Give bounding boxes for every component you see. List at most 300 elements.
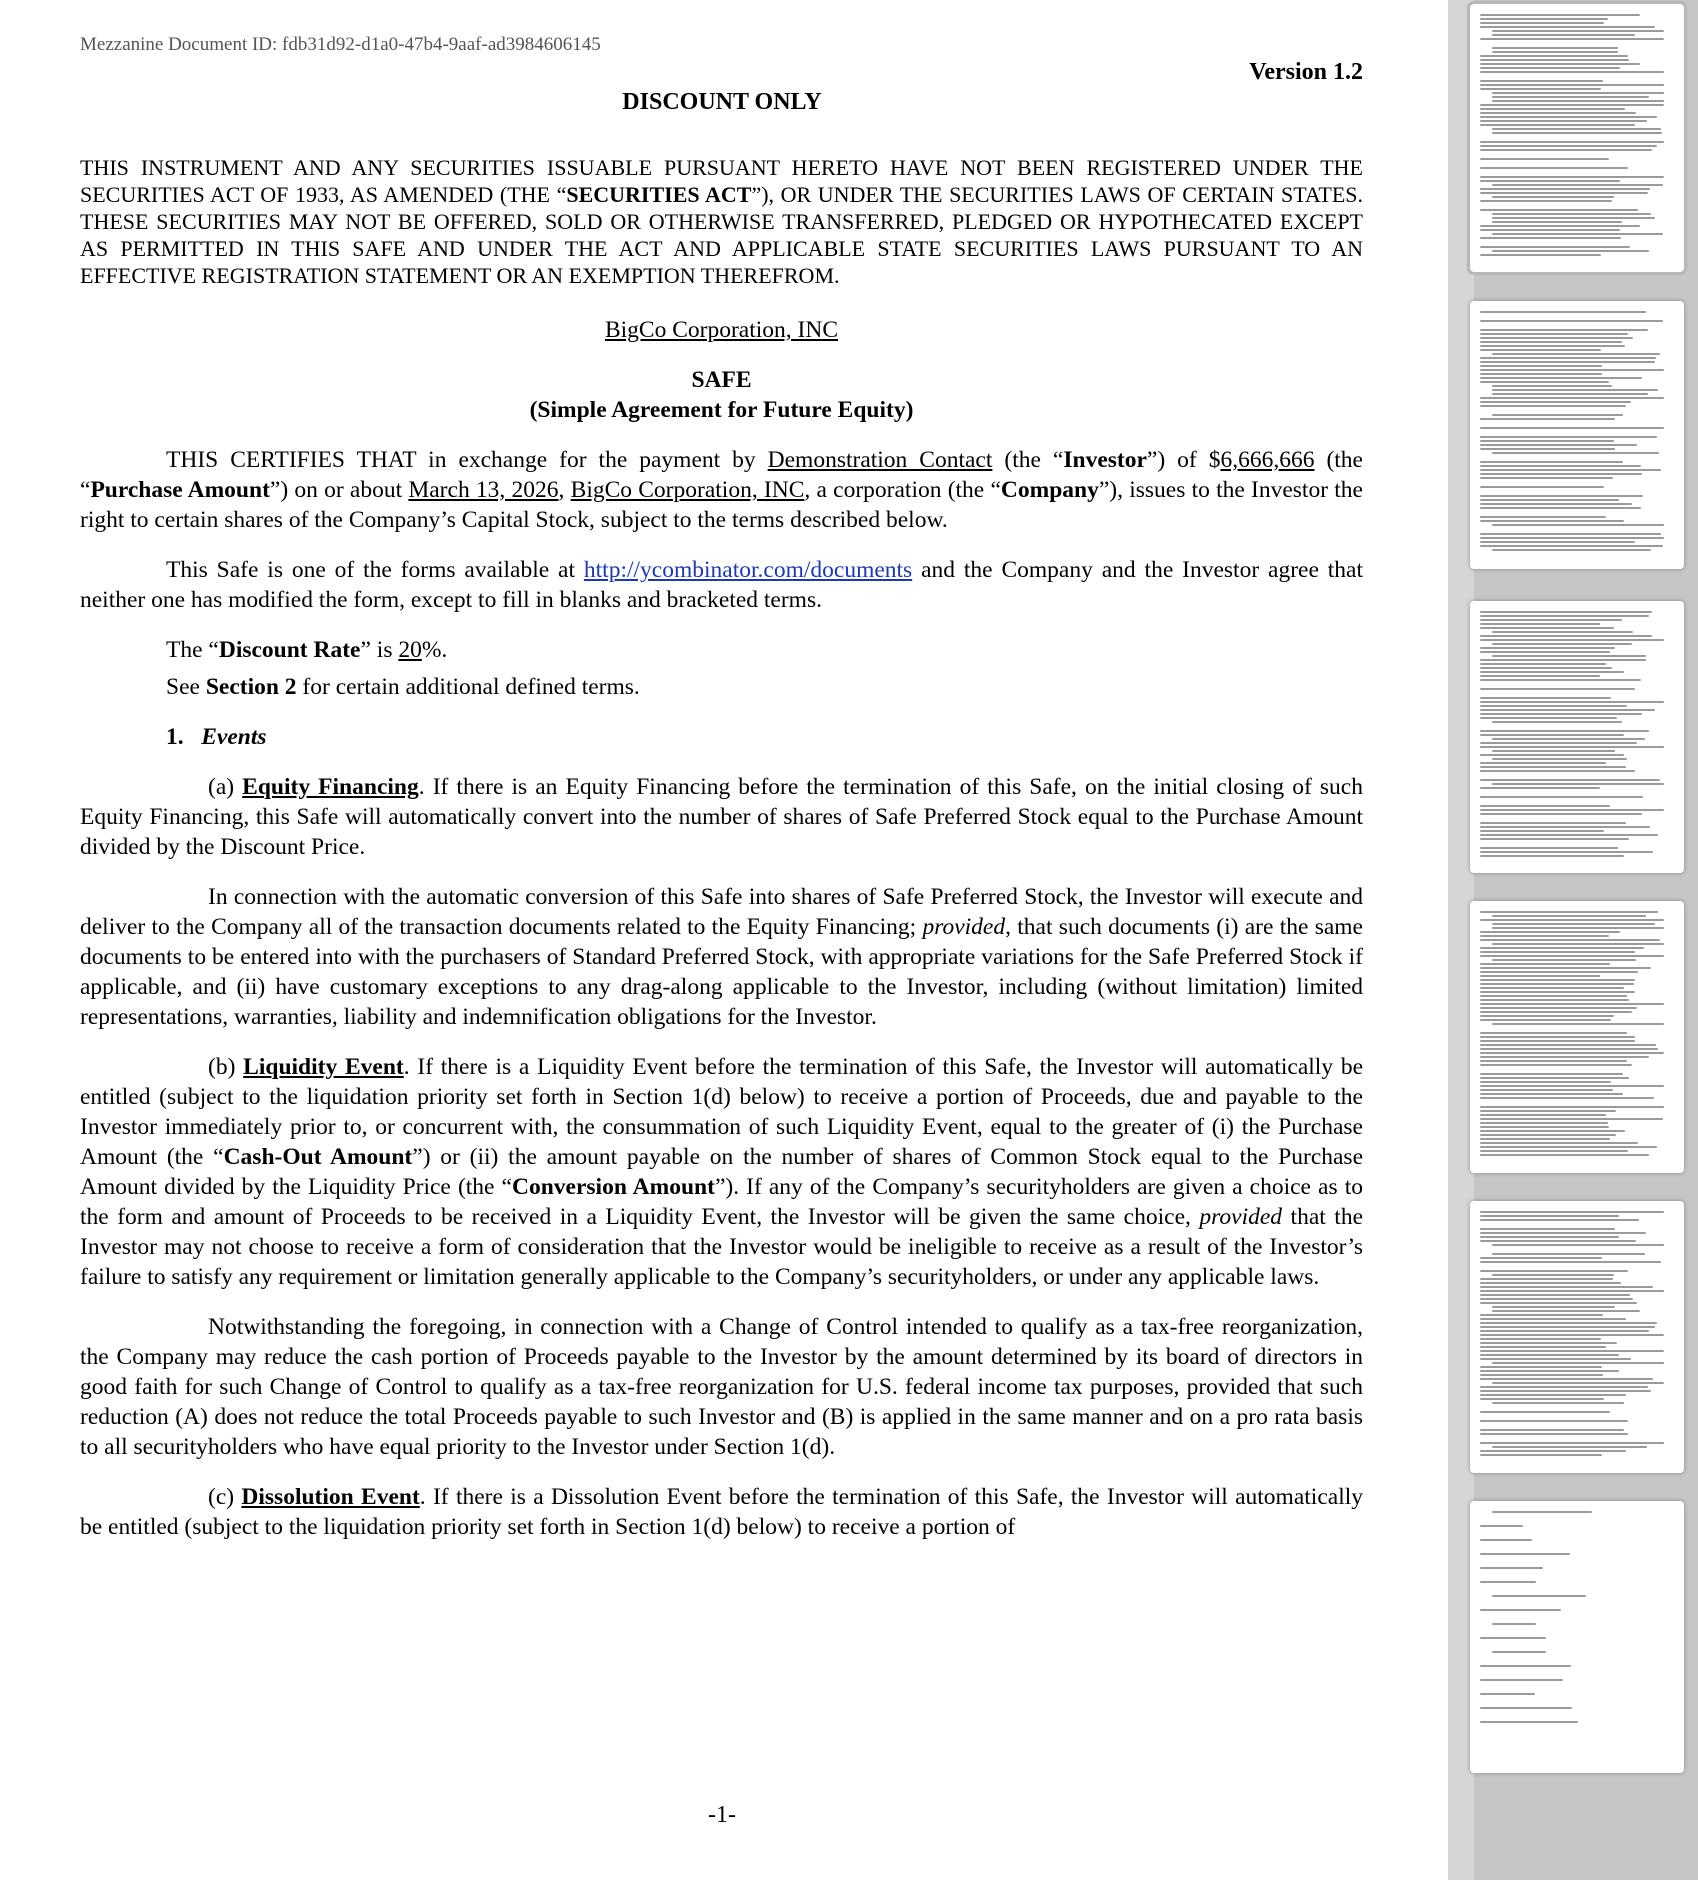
thumbnail-text-line [1480, 1693, 1535, 1695]
defined-term: Company [1000, 477, 1099, 503]
thumbnail-text-line [1480, 805, 1610, 807]
thumbnail-text-line [1480, 1334, 1664, 1336]
thumbnail-text-line [1480, 246, 1630, 248]
thumbnail-text-line [1480, 365, 1602, 367]
thumbnail-text-line [1480, 1106, 1664, 1108]
thumbnail-text-line [1480, 541, 1635, 543]
thumbnail-text-line [1480, 838, 1629, 840]
paragraph-1a [80, 772, 1363, 862]
thumbnail-text-line [1480, 1366, 1602, 1368]
text: ”). If any of the Company’s securityholders are given a choice as to the form and amount of Proceeds to be received in a Liquidity Event, the Investor will be given the same choice, [80, 1174, 1363, 1230]
thumbnail-text-line [1480, 1118, 1663, 1120]
thumbnail-text-line [1492, 631, 1633, 633]
thumbnail-text-line [1492, 927, 1664, 929]
thumbnail-text-line [1480, 955, 1664, 957]
thumbnail-text-line [1480, 762, 1606, 764]
thumbnail-text-line [1480, 796, 1643, 798]
thumbnail-text-line [1480, 329, 1648, 331]
thumbnail-text-line [1480, 623, 1600, 625]
thumbnail-text-line [1480, 1097, 1654, 1099]
thumbnail-text-line [1492, 1651, 1546, 1653]
thumbnail-text-line [1492, 655, 1646, 657]
text: In connection with the automatic conversion of this Safe into shares of Safe Preferred Stock, the Investor will execute and deliver to the Company all of the transaction documents related to the Equity Financing; [80, 884, 1363, 940]
thumbnail-text-line [1480, 112, 1636, 114]
thumbnail-text-line [1492, 1623, 1536, 1625]
discount-rate-value: 20 [398, 637, 422, 663]
thumbnail-text-line [1480, 1215, 1619, 1217]
thumbnail-text-line [1480, 116, 1657, 118]
page-number: -1- [708, 1802, 736, 1828]
thumbnail-text-line [1480, 939, 1660, 941]
thumbnail-text-line [1480, 1056, 1649, 1058]
text: and the Company and the Investor agree that neither one has modified the form, except to fill in blanks and bracketed terms. [80, 557, 1363, 613]
thumbnail-text-line [1480, 963, 1610, 965]
thumbnail-text-line [1480, 1390, 1651, 1392]
thumbnail-text-line [1480, 1342, 1617, 1344]
thumbnail-text-line [1480, 1553, 1570, 1555]
thumbnail-text-line [1480, 1261, 1661, 1263]
thumbnail-text-line [1480, 1044, 1656, 1046]
subsection-heading: Equity Financing [242, 774, 419, 800]
thumbnail-text-line [1480, 1429, 1624, 1431]
see-section-line [80, 672, 1363, 702]
thumbnail-text-line [1492, 524, 1664, 526]
thumbnail-text-line [1480, 1064, 1632, 1066]
thumbnail-text-line [1480, 145, 1657, 147]
thumbnail-text-line [1480, 627, 1614, 629]
thumbnail-text-line [1480, 1290, 1664, 1292]
thumbnail-text-line [1480, 545, 1663, 547]
thumbnail-text-line [1480, 813, 1642, 815]
text: ”) on or about [269, 477, 409, 503]
thumbnail-text-line [1480, 615, 1649, 617]
text: (a) [208, 774, 243, 800]
thumbnail-text-line [1480, 444, 1637, 446]
defined-term: Discount Rate [218, 637, 361, 663]
thumbnail-text-line [1480, 1003, 1664, 1005]
thumbnail-text-line [1492, 92, 1664, 94]
thumbnail-text-line [1480, 1150, 1628, 1152]
thumbnail-text-line [1480, 1077, 1629, 1079]
thumbnail-text-line [1492, 1362, 1664, 1364]
thumbnail-text-line [1480, 1138, 1610, 1140]
thumbnail-text-line [1480, 1525, 1523, 1527]
subsection-heading: Dissolution Event [241, 1484, 420, 1510]
page-thumbnail[interactable] [1470, 901, 1684, 1173]
thumbnail-text-line [1480, 1411, 1610, 1413]
thumbnail-text-line [1480, 537, 1664, 539]
thumbnail-text-line [1492, 132, 1662, 134]
thumbnail-text-line [1480, 104, 1664, 106]
thumbnail-text-line [1492, 721, 1622, 723]
italic-text: provided [922, 914, 1006, 940]
thumbnail-text-line [1480, 766, 1626, 768]
thumbnail-text-line [1480, 520, 1624, 522]
thumbnail-text-line [1480, 63, 1640, 65]
thumbnail-text-line [1480, 822, 1626, 824]
thumbnail-text-line [1480, 124, 1635, 126]
thumbnail-text-line [1480, 1374, 1603, 1376]
thumbnail-text-line [1480, 1346, 1606, 1348]
thumbnail-text-line [1480, 967, 1651, 969]
thumbnail-text-line [1492, 959, 1636, 961]
thumbnail-text-line [1480, 1707, 1572, 1709]
thumbnail-text-line [1480, 809, 1664, 811]
thumbnail-text-line [1480, 1081, 1611, 1083]
thumbnail-text-line [1480, 80, 1603, 82]
thumbnail-text-line [1480, 237, 1621, 239]
securities-legend [80, 154, 1363, 289]
thumbnail-text-line [1480, 1442, 1664, 1444]
thumbnail-text-line [1480, 1609, 1561, 1611]
subsection-heading: Liquidity Event [243, 1054, 404, 1080]
thumbnail-text-line [1480, 713, 1642, 715]
thumbnail-text-line [1480, 667, 1612, 669]
thumbnail-text-line [1480, 38, 1664, 40]
thumbnail-text-line [1480, 473, 1642, 475]
thumbnail-text-line [1492, 221, 1622, 223]
thumbnail-text-line [1480, 349, 1601, 351]
thumbnail-text-line [1492, 915, 1646, 917]
thumbnail-text-line [1480, 18, 1608, 20]
thumbnail-text-line [1480, 401, 1631, 403]
thumbnail-text-line [1480, 663, 1606, 665]
thumbnail-text-line [1480, 1060, 1627, 1062]
defined-term: Purchase Amount [90, 477, 270, 503]
thumbnail-text-line [1480, 108, 1625, 110]
thumbnail-text-line [1480, 675, 1600, 677]
thumbnail-text-line [1480, 88, 1601, 90]
thumbnail-text-line [1480, 619, 1622, 621]
thumbnail-text-line [1480, 1394, 1626, 1396]
thumbnail-text-line [1480, 465, 1641, 467]
company-name: BigCo Corporation, INC [604, 317, 839, 343]
thumbnail-text-line [1480, 176, 1664, 178]
legend-text-2: ”), OR UNDER THE SECURITIES LAWS OF CERTAIN STATES. THESE SECURITIES MAY NOT BE OFFERED, SOLD OR OTHERWISE TRANSFERRED, PLEDGED OR HYPOTHECATED EXCEPT AS PERMITTED IN THIS SAFE AND UNDER THE ACT AND APPLICABLE STATE SECURITIES LAWS PURSUANT TO AN EFFECTIVE REGISTRATION STATEMENT OR AN EXEMPTION THEREFROM. [80, 182, 1363, 288]
header-title: DISCOUNT ONLY [622, 89, 822, 115]
thumbnail-text-line [1480, 709, 1655, 711]
thumbnail-text-line [1480, 1015, 1614, 1017]
page-thumbnail[interactable] [1470, 1201, 1684, 1473]
forms-paragraph [80, 555, 1363, 615]
thumbnail-text-line [1492, 758, 1627, 760]
thumbnail-text-line [1480, 1338, 1601, 1340]
thumbnail-text-line [1492, 393, 1648, 395]
thumbnail-text-line [1480, 1032, 1627, 1034]
text: THIS CERTIFIES THAT in exchange for the payment by [166, 447, 768, 473]
company-name-inline: BigCo Corporation, INC [570, 477, 805, 503]
purchase-amount-value: 6,666,666 [1220, 447, 1315, 473]
thumbnail-text-line [1480, 1130, 1625, 1132]
thumbnail-text-line [1492, 750, 1615, 752]
thumbnail-text-line [1480, 697, 1611, 699]
thumbnail-text-line [1492, 1446, 1647, 1448]
section-title: Events [201, 724, 267, 750]
thumbnail-text-line [1492, 783, 1664, 785]
thumbnail-text-line [1492, 233, 1663, 235]
paragraph-1b [80, 1052, 1363, 1292]
thumbnail-text-line [1492, 47, 1618, 49]
thumbnail-text-line [1492, 184, 1663, 186]
thumbnail-text-line [1480, 1073, 1623, 1075]
text: ” is [360, 637, 399, 663]
page-thumbnail[interactable] [1470, 301, 1684, 569]
thumbnail-text-line [1480, 1036, 1635, 1038]
page-thumbnail[interactable] [1470, 1501, 1684, 1773]
thumbnail-text-line [1480, 55, 1628, 57]
thumbnail-text-line [1480, 1011, 1632, 1013]
thumbnail-text-line [1480, 1282, 1621, 1284]
thumbnail-text-line [1480, 1134, 1616, 1136]
thumbnail-text-line [1480, 1330, 1649, 1332]
thumbnail-text-line [1492, 250, 1649, 252]
thumbnail-text-line [1480, 461, 1623, 463]
thumbnail-text-line [1480, 847, 1618, 849]
thumbnail-text-line [1480, 931, 1620, 933]
thumbnail-text-line [1480, 688, 1635, 690]
defined-term: Conversion Amount [512, 1174, 715, 1200]
thumbnail-text-line [1480, 730, 1649, 732]
thumbnail-text-line [1480, 357, 1656, 359]
thumbnail-text-line [1492, 452, 1659, 454]
thumbnail-text-line [1480, 1019, 1611, 1021]
thumbnail-text-line [1480, 158, 1609, 160]
thumbnail-text-line [1480, 254, 1601, 256]
thumbnail-text-line [1480, 671, 1624, 673]
thumbnail-text-line [1480, 659, 1646, 661]
thumbnail-text-line [1480, 983, 1634, 985]
thumbnail-text-line [1492, 100, 1664, 102]
defined-term: Investor [1063, 447, 1147, 473]
text: . If there is a Dissolution Event before the termination of this Safe, the Investor will automatically be entitled (subject to the liquidation priority set forth in Section 1(d) below) to receive a portion of [80, 1484, 1363, 1540]
thumbnail-text-line [1480, 167, 1628, 169]
company-heading [80, 315, 1363, 345]
thumbnail-text-line [1492, 1310, 1640, 1312]
thumbnail-text-line [1480, 1302, 1637, 1304]
thumbnail-text-line [1480, 1350, 1664, 1352]
text: ”) of $ [1146, 447, 1221, 473]
thumbnail-text-line [1480, 486, 1604, 488]
thumbnail-text-line [1480, 971, 1638, 973]
thumbnail-text-line [1480, 1114, 1606, 1116]
thumbnail-text-line [1480, 1270, 1628, 1272]
thumbnail-text-line [1480, 1539, 1532, 1541]
thumbnail-text-line [1492, 353, 1660, 355]
thumbnail-text-line [1480, 1567, 1543, 1569]
thumbnail-text-line [1480, 337, 1633, 339]
thumbnail-text-line [1480, 341, 1622, 343]
thumbnail-text-line [1480, 369, 1664, 371]
document-id: Mezzanine Document ID: fdb31d92-d1a0-47b4-9aaf-ad3984606145 [80, 34, 601, 55]
thumbnail-text-line [1480, 742, 1637, 744]
thumbnail-text-line [1480, 1318, 1626, 1320]
thumbnail-text-line [1480, 229, 1620, 231]
thumbnail-text-line [1480, 999, 1629, 1001]
text: ”), issues to the Investor the right to certain shares of the Company’s Capital Stock, subject to the terms described below. [80, 477, 1363, 533]
thumbnail-text-line [1480, 1040, 1635, 1042]
text: for certain additional defined terms. [296, 674, 640, 700]
thumbnail-text-line [1492, 1595, 1586, 1597]
page-thumbnail[interactable] [1470, 4, 1684, 272]
thumbnail-text-line [1480, 1420, 1628, 1422]
thumbnail-text-line [1480, 1286, 1653, 1288]
thumbnail-text-line [1480, 1219, 1639, 1221]
thumbnail-text-line [1480, 947, 1644, 949]
thumbnail-text-line [1480, 503, 1632, 505]
thumbnail-text-line [1480, 1278, 1613, 1280]
thumbnail-text-line [1480, 361, 1655, 363]
thumbnail-text-line [1480, 1294, 1630, 1296]
thumbnail-text-line [1480, 120, 1647, 122]
thumbnail-text-line [1480, 1085, 1664, 1087]
thumbnail-text-line [1480, 1721, 1578, 1723]
thumbnail-text-line [1480, 734, 1624, 736]
thumbnail-text-line [1480, 639, 1664, 641]
document-body [80, 154, 1363, 1542]
thumbnail-text-line [1492, 414, 1623, 416]
thumbnail-text-line [1492, 943, 1664, 945]
thumbnail-text-line [1492, 1244, 1664, 1246]
thumbnail-text-line [1480, 1093, 1623, 1095]
thumbnail-text-line [1480, 1257, 1602, 1259]
thumbnail-text-line [1480, 141, 1664, 143]
thumbnail-text-line [1480, 1052, 1664, 1054]
agreement-date: March 13, 2026 [408, 477, 559, 503]
thumbnail-text-line [1492, 128, 1661, 130]
thumbnail-text-line [1492, 1023, 1664, 1025]
notwithstanding-paragraph: Notwithstanding the foregoing, in connection with a Change of Control intended to qualify as a tax-free reorganization, the Company may reduce the cash portion of Proceeds payable to the Investor by the amount determined by its board of directors in good faith for such Change of Control to qualify as a tax-free reorganization for U.S. federal income tax purposes, provided that such reduction (A) does not reduce the total Proceeds payable to such Investor and (B) is applied in the same manner and on a pro rata basis to all securityholders who have equal priority to the Investor under Section 1(d). [80, 1314, 1363, 1460]
thumbnail-text-line [1480, 1386, 1648, 1388]
thumbnail-text-line [1492, 217, 1655, 219]
legend-bold: SECURITIES ACT [566, 182, 752, 207]
text: , that such documents (i) are the same documents to be entered into with the purchasers of Standard Preferred Stock, with appropriate variations for the Safe Preferred Stock if applicable, and (ii) have customary exceptions to any drag-along applicable to the Investor, including (without limitation) limited representations, warranties, liability and indemnification obligations for the Investor. [80, 914, 1363, 1030]
thumbnail-text-line [1480, 345, 1625, 347]
thumbnail-text-line [1480, 717, 1617, 719]
thumbnail-text-line [1480, 477, 1613, 479]
thumbnail-text-line [1480, 779, 1660, 781]
thumbnail-text-line [1480, 1236, 1619, 1238]
page-thumbnail[interactable] [1470, 601, 1684, 873]
thumbnail-text-line [1480, 1154, 1649, 1156]
discount-rate-line [80, 635, 1363, 665]
thumbnail-text-line [1480, 651, 1610, 653]
thumbnail-text-line [1480, 1433, 1628, 1435]
thumbnail-text-line [1480, 192, 1648, 194]
thumbnail-text-line [1480, 705, 1627, 707]
thumbnail-text-line [1480, 149, 1652, 151]
thumbnail-text-line [1480, 919, 1664, 921]
version-label: Version 1.2 [1249, 59, 1363, 85]
page-thumbnail-sidebar[interactable] [1448, 0, 1698, 1880]
thumbnail-text-line [1480, 333, 1628, 335]
text: . If there is a Liquidity Event before the termination of this Safe, the Investor will automatically be entitled (subject to the liquidation priority set forth in Section 1(d) below) to receive a portion of Proceeds, due and payable to the Investor immediately prior to, or concurrent with, the consummation of such Liquidity Event, equal to the greater of (i) the Purchase Amount (the “ [80, 1054, 1364, 1170]
text: %. [421, 637, 448, 663]
thumbnail-text-line [1480, 440, 1614, 442]
text: , a corporation (the “ [804, 477, 1001, 503]
thumbnail-text-line [1480, 770, 1635, 772]
legend-text-1: THIS INSTRUMENT AND ANY SECURITIES ISSUABLE PURSUANT HERETO HAVE NOT BEEN REGISTERED UNDER THE SECURITIES ACT OF 1933, AS AMENDED (THE “ [80, 155, 1363, 207]
thumbnail-text-line [1480, 834, 1658, 836]
investor-name: Demonstration Contact [767, 447, 993, 473]
section-number: 1. [166, 724, 184, 750]
text: See [166, 674, 206, 700]
italic-text: provided [1199, 1204, 1283, 1230]
ycombinator-documents-link[interactable]: http://ycombinator.com/documents [583, 557, 913, 583]
text: (b) [208, 1054, 244, 1080]
thumbnail-text-line [1480, 851, 1653, 853]
thumbnail-text-line [1480, 987, 1624, 989]
thumbnail-text-line [1480, 71, 1664, 73]
thumbnail-text-line [1480, 911, 1658, 913]
thumbnail-text-line [1480, 991, 1635, 993]
thumbnail-text-line [1480, 469, 1661, 471]
text: The “ [166, 637, 219, 663]
text: (the “ [80, 447, 1363, 503]
thumbnail-text-line [1480, 701, 1664, 703]
thumbnail-text-line [1480, 1211, 1664, 1213]
thumbnail-text-line [1480, 1679, 1563, 1681]
thumbnail-text-line [1480, 951, 1635, 953]
defined-term: Cash-Out Amount [223, 1144, 413, 1170]
thumbnail-text-line [1480, 830, 1604, 832]
thumbnail-text-line [1492, 549, 1651, 551]
thumbnail-text-line [1480, 1665, 1571, 1667]
thumbnail-text-line [1480, 855, 1624, 857]
thumbnail-text-line [1480, 1326, 1655, 1328]
thumbnail-text-line [1480, 405, 1626, 407]
safe-title: SAFE [691, 367, 752, 393]
text: (the “ [992, 447, 1064, 473]
thumbnail-text-line [1480, 1126, 1609, 1128]
thumbnail-text-line [1480, 14, 1640, 16]
thumbnail-text-line [1480, 1048, 1658, 1050]
thumbnail-text-line [1480, 448, 1615, 450]
text: (c) [208, 1484, 242, 1510]
thumbnail-text-line [1480, 533, 1661, 535]
thumbnail-text-line [1480, 1450, 1626, 1452]
section-1-heading [80, 722, 1363, 752]
thumbnail-text-line [1492, 1274, 1614, 1276]
paragraph-1c [80, 1482, 1363, 1542]
thumbnail-text-line [1480, 1146, 1657, 1148]
thumbnail-text-line [1480, 225, 1640, 227]
thumbnail-text-line [1480, 1378, 1653, 1380]
section-reference: Section 2 [205, 674, 297, 700]
thumbnail-text-line [1492, 923, 1655, 925]
thumbnail-text-line [1492, 1253, 1645, 1255]
thumbnail-text-line [1480, 1110, 1616, 1112]
thumbnail-text-line [1480, 436, 1657, 438]
thumbnail-text-line [1480, 975, 1600, 977]
thumbnail-text-line [1492, 213, 1651, 215]
thumbnail-text-line [1492, 389, 1658, 391]
thumbnail-text-line [1492, 51, 1618, 53]
text: . If there is an Equity Financing before the termination of this Safe, on the initial closing of such Equity Financing, this Safe will automatically convert into the number of shares of Safe Preferred Stock equal to the Purchase Amount divided by the Discount Price. [80, 774, 1363, 860]
thumbnail-text-line [1480, 679, 1641, 681]
thumbnail-text-line [1480, 507, 1641, 509]
thumbnail-text-line [1492, 1511, 1592, 1513]
text: that the Investor may not choose to receive a form of consideration that the Investor would be ineligible to receive as a result of the Investor’s failure to satisfy any requirement or limitation generally applicable to the Company’s securityholders, or under any applicable laws. [80, 1204, 1364, 1290]
thumbnail-text-line [1480, 84, 1664, 86]
thumbnail-text-line [1492, 30, 1664, 32]
thumbnail-text-line [1480, 377, 1642, 379]
thumbnail-text-line [1480, 647, 1615, 649]
thumbnail-text-line [1492, 1402, 1624, 1404]
thumbnail-text-line [1480, 611, 1652, 613]
thumbnail-text-line [1480, 67, 1620, 69]
thumbnail-text-line [1480, 311, 1646, 313]
thumbnail-text-line [1480, 209, 1638, 211]
